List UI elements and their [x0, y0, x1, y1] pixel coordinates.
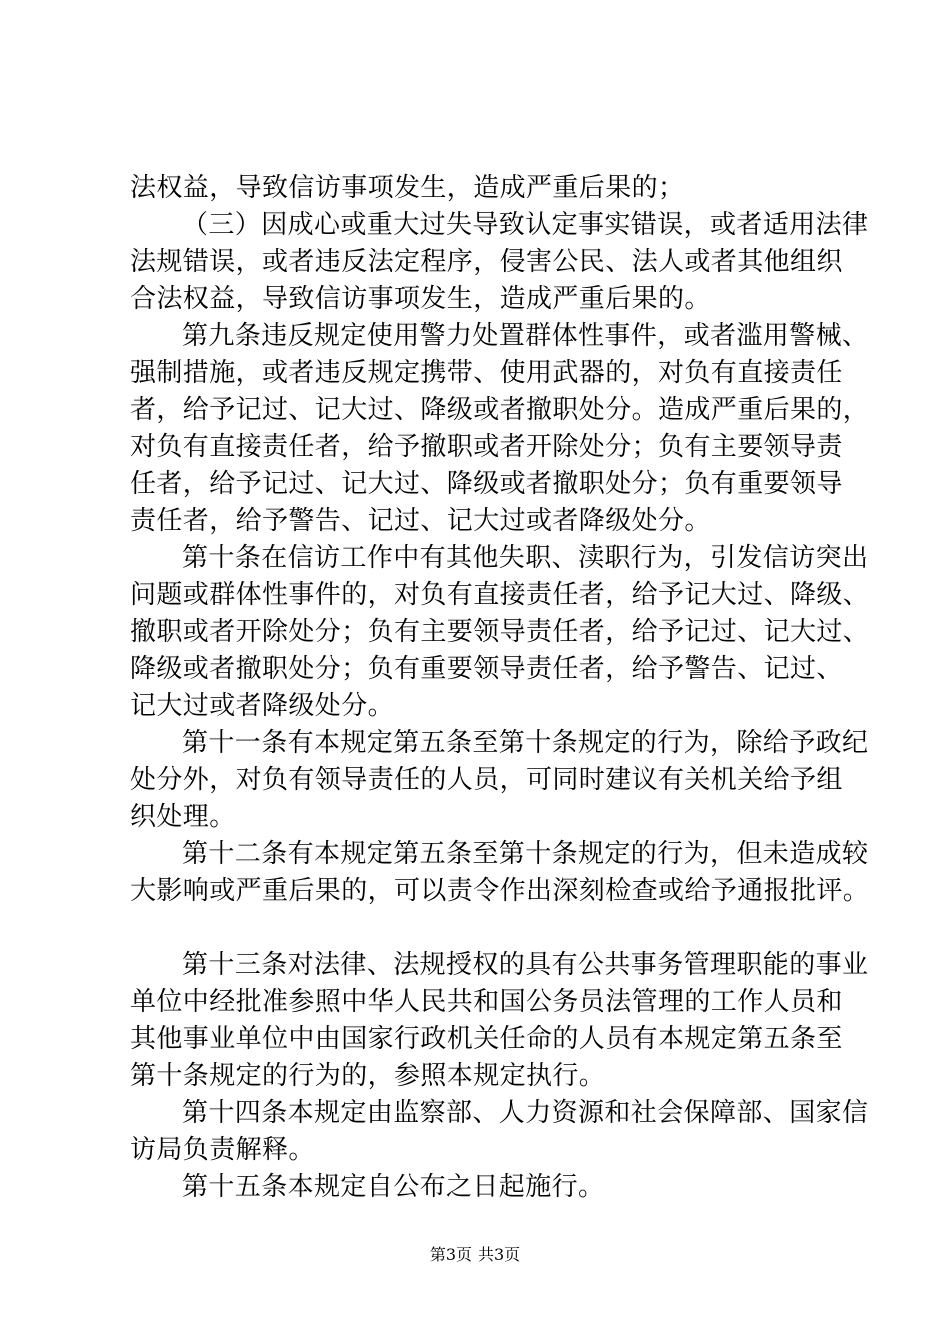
text-line: 问题或群体性事件的，对负有直接责任者，给予记大过、降级、: [130, 580, 870, 610]
text-line: 第十条规定的行为的，参照本规定执行。: [130, 1061, 606, 1091]
text-line: 法规错误，或者违反法定程序，侵害公民、法人或者其他组织: [130, 247, 843, 277]
text-line: 织处理。: [130, 802, 236, 832]
page-footer: [0, 1244, 950, 1266]
paragraph-gap: [130, 910, 840, 947]
article-15-line: 第十五条本规定自公布之日起施行。: [182, 1172, 605, 1202]
text-line: 法权益，导致信访事项发生，造成严重后果的；: [130, 173, 685, 203]
text-line: 大影响或严重后果的，可以责令作出深刻检查或给予通报批评。: [130, 876, 870, 906]
text-line: 单位中经批准参照中华人民共和国公务员法管理的工作人员和: [130, 987, 843, 1017]
document-body: [130, 170, 870, 1206]
text-line: （三）因成心或重大过失导致认定事实错误，或者适用法律: [182, 210, 869, 240]
text-line: 对负有直接责任者，给予撤职或者开除处分；负有主要领导责: [130, 432, 843, 462]
text-line: 撤职或者开除处分；负有主要领导责任者，给予记过、记大过、: [130, 617, 870, 647]
article-11-line: 第十一条有本规定第五条至第十条规定的行为，除给予政纪: [182, 728, 869, 758]
text-line: 记大过或者降级处分。: [130, 691, 395, 721]
text-line: 责任者，给予警告、记过、记大过或者降级处分。: [130, 506, 711, 536]
text-line: 降级或者撤职处分；负有重要领导责任者，给予警告、记过、: [130, 654, 843, 684]
text-line: 强制措施，或者违反规定携带、使用武器的，对负有直接责任: [130, 358, 843, 388]
text-line: 其他事业单位中由国家行政机关任命的人员有本规定第五条至: [130, 1024, 843, 1054]
page-number: 第3页: [429, 1245, 472, 1264]
text-line: 合法权益，导致信访事项发生，造成严重后果的。: [130, 284, 711, 314]
text-line: 处分外，对负有领导责任的人员，可同时建议有关机关给予组: [130, 765, 843, 795]
article-9-line: 第九条违反规定使用警力处置群体性事件，或者滥用警械、: [182, 321, 869, 351]
article-12-line: 第十二条有本规定第五条至第十条规定的行为，但未造成较: [182, 839, 869, 869]
text-line: 者，给予记过、记大过、降级或者撤职处分。造成严重后果的，: [130, 395, 870, 425]
page-total: 共3页: [478, 1245, 521, 1264]
text-line: 访局负责解释。: [130, 1135, 315, 1165]
text-line: 任者，给予记过、记大过、降级或者撤职处分；负有重要领导: [130, 469, 843, 499]
article-13-line: 第十三条对法律、法规授权的具有公共事务管理职能的事业: [182, 950, 869, 980]
article-14-line: 第十四条本规定由监察部、人力资源和社会保障部、国家信: [182, 1098, 869, 1128]
article-10-line: 第十条在信访工作中有其他失职、渎职行为，引发信访突出: [182, 543, 869, 573]
